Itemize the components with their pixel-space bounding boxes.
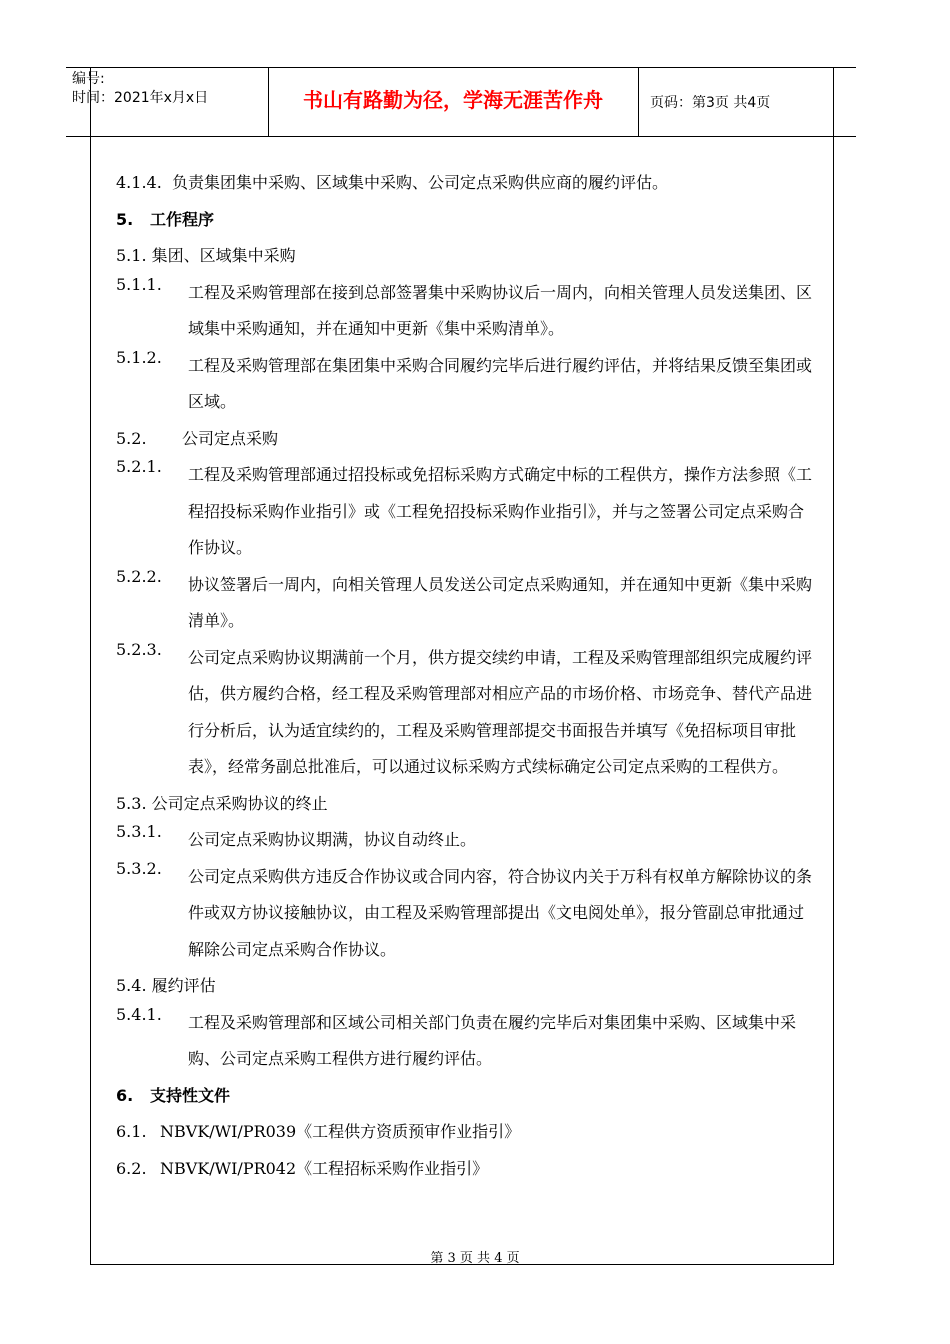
document-body [116,165,816,1187]
section-title: 支持性文件 [150,1085,231,1105]
clause-number: 5.2.3. [116,639,162,659]
doc-number-label: 编号: [72,71,105,87]
clause-5-2-3 [116,640,816,786]
clause-text: 工程及采购管理部在集团集中采购合同履约完毕后进行履约评估，并将结果反馈至集团或区域。 [188,355,813,411]
clause-text: 集团、区域集中采购 [151,246,296,265]
clause-text: NBVK/WI/PR042《工程招标采购作业指引》 [160,1158,489,1178]
clause-5-1-2 [116,348,816,421]
section-5-heading [116,202,816,239]
header-motto: 书山有路勤为径，学海无涯苦作舟 [303,88,603,112]
clause-5-1-1 [116,275,816,348]
clause-6-1 [116,1114,816,1151]
clause-text: 协议签署后一周内，向相关管理人员发送公司定点采购通知，并在通知中更新《集中采购清单》。 [188,574,813,630]
clause-number: 6.1. [116,1122,147,1141]
clause-number: 6.2. [116,1158,147,1178]
clause-text: 工程及采购管理部在接到总部签署集中采购协议后一周内，向相关管理人员发送集团、区域集中采购通知，并在通知中更新《集中采购清单》。 [188,282,813,338]
header-page-label: 页码：第3页 共4页 [650,95,771,111]
clause-5-3 [116,786,816,823]
clause-number: 5.1.2. [116,347,162,367]
section-title: 工作程序 [150,209,215,229]
clause-text: 公司定点采购协议期满，协议自动终止。 [188,830,477,849]
clause-5-1 [116,238,816,275]
clause-5-3-2 [116,859,816,969]
clause-text: 工程及采购管理部和区域公司相关部门负责在履约完毕后对集团集中采购、区域集中采购、公司定点采购工程供方进行履约评估。 [188,1012,797,1068]
clause-text: 公司定点采购 [182,428,279,448]
clause-number: 5.4. [116,976,147,995]
clause-number: 5.3.1. [116,822,162,841]
section-number: 5. [116,209,134,229]
clause-text: 工程及采购管理部通过招投标或免招标采购方式确定中标的工程供方，操作方法参照《工程招投标采购作业指引》或《工程免招投标采购作业指引》，并与之签署公司定点采购合作协议。 [188,465,813,557]
clause-number: 5.1. [116,246,147,265]
clause-5-2 [116,421,816,458]
clause-5-2-2 [116,567,816,640]
clause-number: 5.2. [116,428,147,448]
page-footer: 第 3 页 共 4 页 [430,1251,520,1266]
section-number: 6. [116,1085,134,1105]
clause-5-2-1 [116,457,816,567]
clause-6-2 [116,1151,816,1188]
clause-text: 公司定点采购协议的终止 [151,793,328,813]
clause-text: 负责集团集中采购、区域集中采购、公司定点采购供应商的履约评估。 [171,173,668,192]
clause-4-1-4 [116,165,816,202]
time-label: 时间：2021年x月x日 [72,90,209,106]
clause-number: 5.4.1. [116,1004,162,1024]
clause-text: 公司定点采购协议期满前一个月，供方提交续约申请，工程及采购管理部组织完成履约评估，供方履约合格，经工程及采购管理部对相应产品的市场价格、市场竞争、替代产品进行分析后，认为适宜续约的，工程及采购管理部提交书面报告并填写《免招标项目审批表》，经常务副总批准后，可以通过议标采购方式续标确定公司定点采购的工程供方。 [188,647,813,776]
header-divider-right [638,67,639,137]
clause-number: 5.3. [116,793,147,813]
clause-number: 5.1.1. [116,274,162,294]
clause-text: 公司定点采购供方违反合作协议或合同内容，符合协议内关于万科有权单方解除协议的条件或双方协议接触协议，由工程及采购管理部提出《文电阅处单》，报分管副总审批通过解除公司定点采购合作协议。 [188,866,813,959]
section-6-heading [116,1078,816,1115]
clause-number: 5.2.1. [116,457,162,476]
clause-text: 履约评估 [151,976,216,995]
clause-number: 5.2.2. [116,566,162,586]
header-meta [72,70,208,108]
clause-number: 5.3.2. [116,858,162,878]
clause-5-4 [116,968,816,1005]
clause-number: 4.1.4. [116,173,162,192]
clause-text: NBVK/WI/PR039《工程供方资质预审作业指引》 [160,1122,521,1141]
clause-5-3-1 [116,822,816,859]
clause-5-4-1 [116,1005,816,1078]
